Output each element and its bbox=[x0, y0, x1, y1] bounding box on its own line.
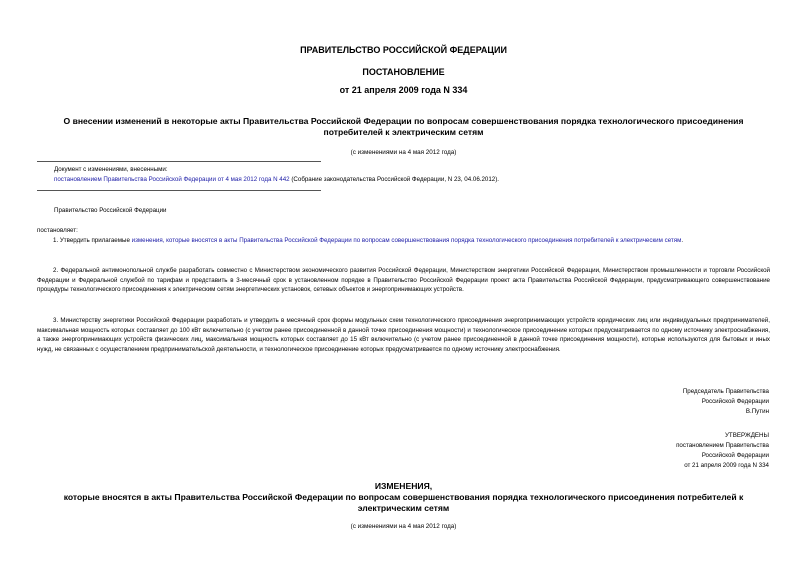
signature-name: В.Путин bbox=[745, 408, 769, 415]
decides-line: постановляет: bbox=[37, 227, 78, 234]
doc-type-heading: ПОСТАНОВЛЕНИЕ bbox=[362, 67, 445, 77]
paragraph-3: 3. Министерству энергетики Российской Федерации разработать и утвердить в месячный срок формы модульных схем технологического присоединения энергопринимающих устройств юридических лиц или индивидуальных предпринимателей, максимальная мощность которых составляет до 100 кВт включительно (с учетом ранее присоединенной в данной точке присоединения мощности) и технологическое присоединение которых предусматривается по одному источнику электроснабжения, а также энергопринимающих устройств физических лиц, максимальная мощность которых составляет до 15 кВт включительно (с учетом ранее присоединенной в данной точке присоединения мощности), которые используются для бытовых и иных нужд, не связанных с осуществлением предпринимательской деятельности, и технологическое присоединение которых предусматривается по одному источнику электроснабжения. bbox=[37, 317, 770, 353]
amended-note: (с изменениями на 4 мая 2012 года) bbox=[350, 149, 457, 156]
approved-date: от 21 апреля 2009 года N 334 bbox=[684, 462, 769, 469]
approved-country: Российской Федерации bbox=[701, 452, 769, 459]
changes-amended-note: (с изменениями на 4 мая 2012 года) bbox=[350, 523, 457, 530]
org-heading: ПРАВИТЕЛЬСТВО РОССИЙСКОЙ ФЕДЕРАЦИИ bbox=[300, 45, 507, 55]
signature-position-2: Российской Федерации bbox=[701, 398, 769, 405]
changes-subtitle-line1: которые вносятся в акты Правительства Российской Федерации по вопросам совершенствования порядка технологического присоединения потребителей к bbox=[63, 492, 744, 502]
document-title-line2: потребителей к электрическим сетям bbox=[323, 127, 484, 137]
paragraph-2: 2. Федеральной антимонопольной службе разработать совместно с Министерством экономического развития Российской Федерации, Министерством энергетики Российской Федерации, Министерством промышленности и торговли Российской Федерации и Федеральной службой по тарифам и представить в 3-месячный срок в установленном порядке в Правительство Российской Федерации проект акта Правительства Российской Федерации, предусматривающего совершенствование процедуры технологического присоединения к электрическим сетям энергетических установок, сетевых объектов и энергопринимающих устройств. bbox=[37, 267, 770, 294]
date-number-heading: от 21 апреля 2009 года N 334 bbox=[339, 85, 468, 95]
signature-position-1: Председатель Правительства bbox=[682, 388, 769, 395]
approved-by: постановлением Правительства bbox=[676, 442, 769, 449]
changes-subtitle-line2: электрическим сетям bbox=[357, 503, 450, 513]
changes-title: ИЗМЕНЕНИЯ, bbox=[374, 481, 433, 491]
paragraph-1-start: 1. Утвердить прилагаемые bbox=[53, 237, 132, 244]
paragraph-1-end: . bbox=[681, 237, 684, 244]
approved-label: УТВЕРЖДЕНЫ bbox=[725, 432, 769, 439]
amendment-link[interactable]: постановлением Правительства Российской Федерации от 4 мая 2012 года N 442 bbox=[54, 176, 290, 183]
separator-bottom bbox=[37, 190, 321, 191]
separator-top bbox=[37, 161, 321, 162]
paragraph-1 bbox=[37, 236, 770, 246]
amendments-line bbox=[54, 175, 499, 185]
changes-link[interactable]: изменения, которые вносятся в акты Правительства Российской Федерации по вопросам совершенствования порядка технологического присоединения потребителей к электрическим сетям bbox=[131, 237, 682, 244]
government-line: Правительство Российской Федерации bbox=[54, 207, 167, 214]
amendment-source: (Собрание законодательства Российской Федерации, N 23, 04.06.2012). bbox=[289, 176, 500, 183]
document-title-line1: О внесении изменений в некоторые акты Правительства Российской Федерации по вопросам совершенствования порядка технологического присоединения bbox=[63, 116, 744, 126]
amendments-heading: Документ с изменениями, внесенными: bbox=[54, 166, 168, 173]
